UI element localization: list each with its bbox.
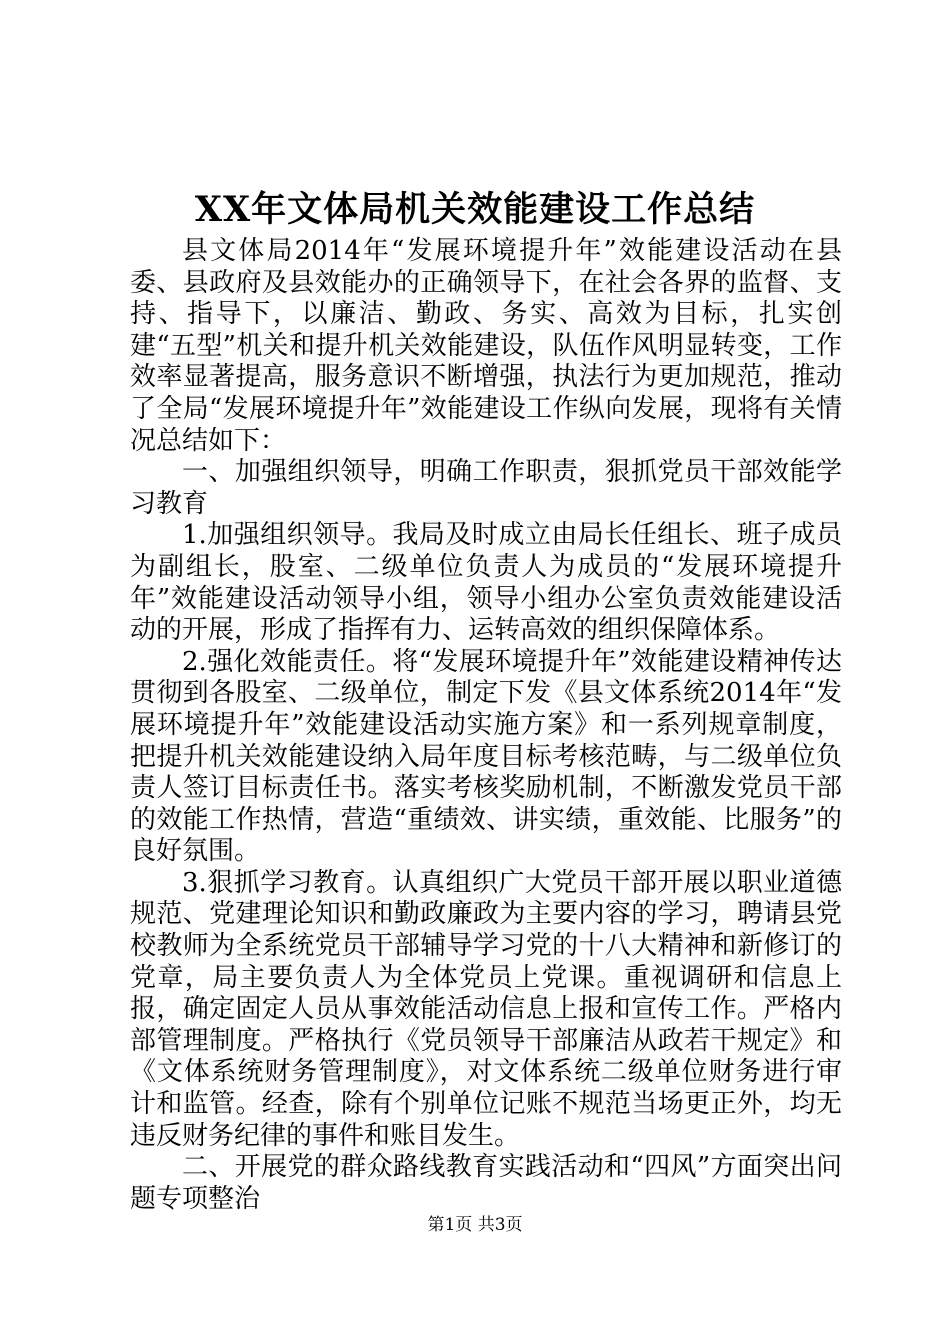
document-body: [130, 236, 842, 1215]
section-heading-2: 二、开展党的群众路线教育实践活动和“四风”方面突出问题专项整治: [130, 1152, 842, 1214]
paragraph-item-1: 1.加强组织领导。我局及时成立由局长任组长、班子成员为副组长，股室、二级单位负责人为成员的“发展环境提升年”效能建设活动领导小组，领导小组办公室负责效能建设活动的开展，形成了指挥有力、运转高效的组织保障体系。: [130, 520, 842, 646]
document-title: XX年文体局机关效能建设工作总结: [194, 189, 756, 230]
section-heading-1: 一、加强组织领导，明确工作职责，狠抓党员干部效能学习教育: [130, 457, 842, 519]
paragraph-item-2: 2.强化效能责任。将“发展环境提升年”效能建设精神传达贯彻到各股室、二级单位，制定下发《县文体系统2014年“发展环境提升年”效能建设活动实施方案》和一系列规章制度，把提升机关效能建设纳入局年度目标考核范畴，与二级单位负责人签订目标责任书。落实考核奖励机制，不断激发党员干部的效能工作热情，营造“重绩效、讲实绩，重效能、比服务”的良好氛围。: [130, 646, 842, 867]
paragraph-intro: 县文体局2014年“发展环境提升年”效能建设活动在县委、县政府及县效能办的正确领导下，在社会各界的监督、支持、指导下，以廉洁、勤政、务实、高效为目标，扎实创建“五型”机关和提升机关效能建设，队伍作风明显转变，工作效率显著提高，服务意识不断增强，执法行为更加规范，推动了全局“发展环境提升年”效能建设工作纵向发展，现将有关情况总结如下：: [130, 236, 842, 456]
page-number-footer: 第1页 共3页: [427, 1215, 523, 1235]
paragraph-item-3: 3.狠抓学习教育。认真组织广大党员干部开展以职业道德规范、党建理论知识和勤政廉政为主要内容的学习，聘请县党校教师为全系统党员干部辅导学习党的十八大精神和新修订的党章，局主要负责人为全体党员上党课。重视调研和信息上报，确定固定人员从事效能活动信息上报和宣传工作。严格内部管理制度。严格执行《党员领导干部廉洁从政若干规定》和《文体系统财务管理制度》，对文体系统二级单位财务进行审计和监管。经查，除有个别单位记账不规范当场更正外，均无违反财务纪律的事件和账目发生。: [130, 867, 842, 1151]
